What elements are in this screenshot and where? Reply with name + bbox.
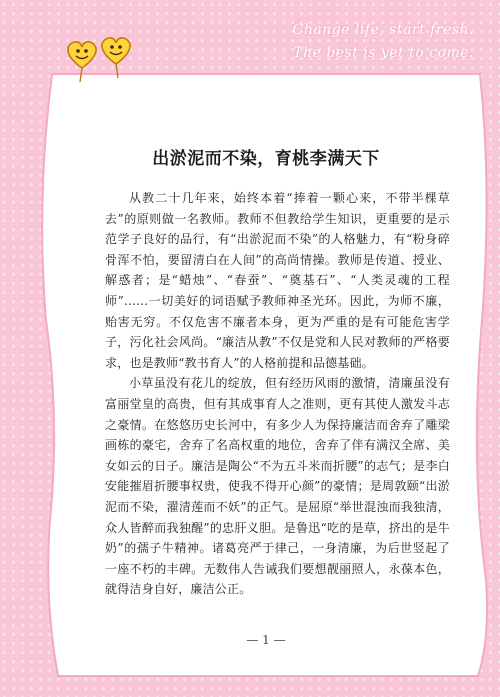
slogan-line-1: Change life, start fresh. (292, 22, 474, 38)
paragraph-1: 从教二十几年来，始终本着“捧着一颗心来，不带半棵草去”的原则做一名教师。教师不但教给学生知识，更重要的是示范学子良好的品行，有“出淤泥而不染”的人格魅力，有“粉身碎骨浑不怕，要留清白在人间”的高尚情操。教师是传道、授业、解惑者；是“蜡烛”、“春蚕”、“奠基石”、“人类灵魂的工程师”……一切美好的词语赋予教师神圣光环。因此，为师不廉，贻害无穷。不仅危害不廉者本身，更为严重的是有可能危害学子，污化社会风尚。“廉洁从教”不仅是党和人民对教师的严格要求，也是教师“教书育人”的人格前提和品德基础。 (105, 191, 450, 370)
page-number: — 1 — (246, 633, 286, 647)
paragraph-2: 小草虽没有花儿的绽放，但有经历风雨的激情，清廉虽没有富丽堂皇的高贵，但有其成事育人之准则，更有其使人激发斗志之豪情。在悠悠历史长河中，有多少人为保持廉洁而舍弃了雕梁画栋的豪宅，舍弃了名高权重的地位，舍弃了伴有满汉全席、美女如云的日子。廉洁是陶公“不为五斗米而折腰”的志气；是李白安能摧眉折腰事权贵，使我不得开心颜”的豪情；是周敦颐“出淤泥而不染，濯清莲而不妖”的正气。是屈原“举世混浊而我独清，众人皆醉而我独醒”的忠肝义胆。是鲁迅“吃的是草，挤出的是牛奶”的孺子牛精神。诸葛亮严于律己，一身清廉，为后世竖起了一座不朽的丰碑。无数伟人告诫我们要想靓丽照人，永葆本色，就得洁身自好，廉洁公正。 (105, 376, 450, 597)
document-title: 出淤泥而不染，育桃李满天下 (152, 149, 380, 169)
smiley-heart-icon (102, 38, 130, 78)
document-body (105, 188, 450, 600)
document-page (50, 74, 482, 674)
slogan-line-2: The best is yet to come. (293, 45, 474, 61)
